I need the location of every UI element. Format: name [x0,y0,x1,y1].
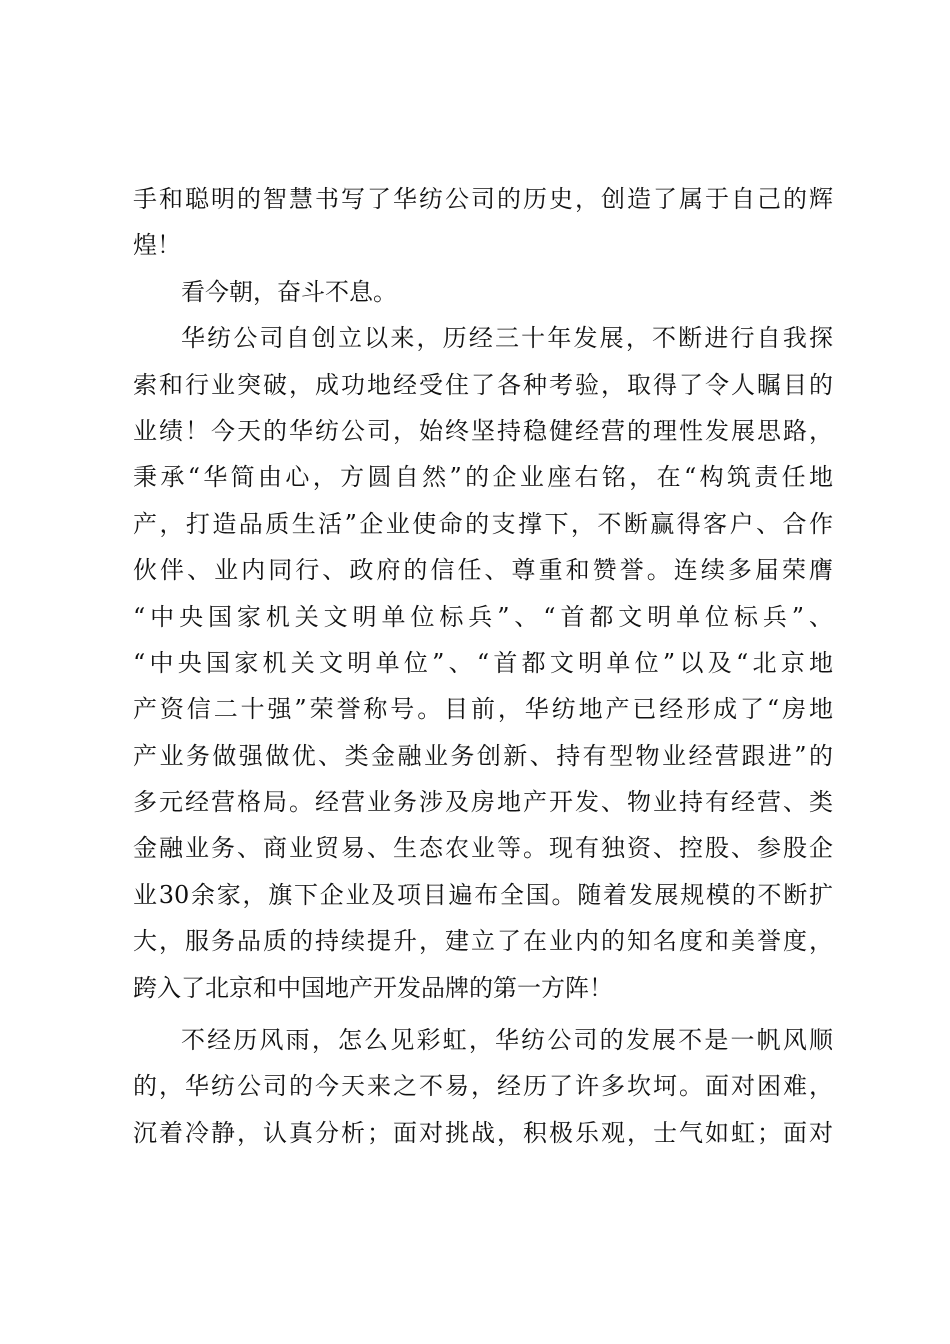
text-line: 金融业务、商业贸易、生态农业等。现有独资、控股、参股企 [133,834,833,863]
text-line: 不经历风雨，怎么见彩虹，华纺公司的发展不是一帆风顺 [181,1026,833,1055]
text-line: “中央国家机关文明单位标兵”、“首都文明单位标兵”、 [133,602,833,631]
text-line: 产资信二十强”荣誉称号。目前，华纺地产已经形成了“房地 [133,695,833,724]
text-line: 煌！ [133,231,181,260]
text-line: 手和聪明的智慧书写了华纺公司的历史，创造了属于自己的辉 [133,185,833,213]
text-line: 大，服务品质的持续提升，建立了在业内的知名度和美誉度， [133,927,833,956]
text-line: 伙伴、业内同行、政府的信任、尊重和赞誉。连续多届荣膺 [133,556,833,585]
text-line: 华纺公司自创立以来，历经三十年发展，不断进行自我探 [181,324,833,353]
text-line: 的，华纺公司的今天来之不易，经历了许多坎坷。面对困难， [133,1072,833,1101]
text-line: “中央国家机关文明单位”、“首都文明单位”以及“北京地 [133,648,833,677]
text-line: 产业务做强做优、类金融业务创新、持有型物业经营跟进”的 [133,741,833,770]
text-line: 业绩！今天的华纺公司，始终坚持稳健经营的理性发展思路， [133,416,833,445]
text-line: 索和行业突破，成功地经受住了各种考验，取得了令人瞩目的 [133,370,833,399]
text-line: 沉着冷静，认真分析；面对挑战，积极乐观，士气如虹；面对 [133,1118,833,1147]
text-line: 秉承“华简由心，方圆自然”的企业座右铭，在“构筑责任地 [133,463,833,492]
body-text [133,176,833,1156]
text-line: 业30余家，旗下企业及项目遍布全国。随着发展规模的不断扩 [133,880,833,909]
text-line: 跨入了北京和中国地产开发品牌的第一方阵！ [133,973,613,1002]
text-line: 看今朝，奋斗不息。 [181,277,397,306]
text-line: 产，打造品质生活”企业使命的支撑下，不断赢得客户、合作 [133,509,833,538]
text-line: 多元经营格局。经营业务涉及房地产开发、物业持有经营、类 [133,788,833,817]
